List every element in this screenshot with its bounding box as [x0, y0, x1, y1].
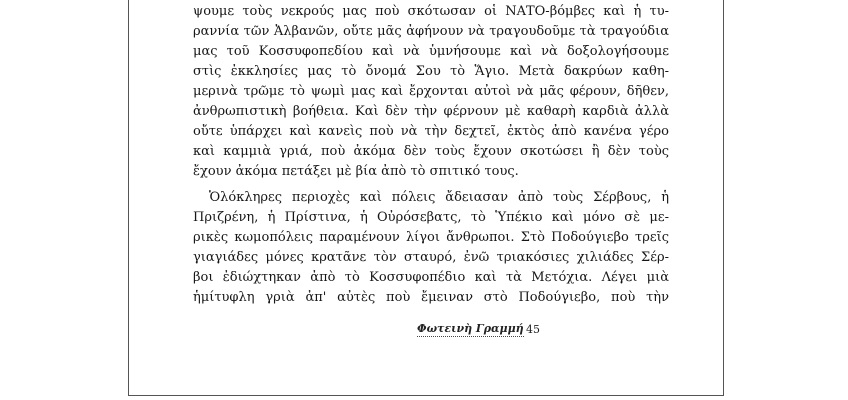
- text-line: ψουμε τοὺς νεκρούς μας ποὺ σκότωσαν οἱ ΝΑΤΟ-βόμβες καὶ ἡ τυ-: [193, 4, 669, 19]
- text-line: στὶς ἐκκλησίες μας τὸ ὄνομά Σου τὸ Ἅγιο. Μετὰ δακρύων καθη-: [193, 64, 669, 79]
- text-line: ἡμίτυφλη γριὰ ἀπ' αὐτὲς ποὺ ἔμειναν στὸ Ποδούγιεβο, ποὺ τὴν: [193, 290, 669, 305]
- text-line: ἀνθρωπιστικὴ βοήθεια. Καὶ δὲν τὴν φέρνουν μὲ καθαρὴ καρδιὰ ἀλλὰ: [193, 104, 669, 119]
- text-line: Ὁλόκληρες περιοχὲς καὶ πόλεις ἄδειασαν ἀπὸ τοὺς Σέρβους, ἡ: [209, 190, 669, 205]
- text-line: μερινὰ τρῶμε τὸ ψωμὶ μας καὶ ἔρχονται αὐτοὶ νὰ μᾶς φέρουν, δῆθεν,: [193, 84, 669, 99]
- running-footer: [417, 322, 524, 337]
- text-line: οὔτε ὑπάρχει καὶ κανεὶς ποὺ νὰ τὴν δεχτεῖ, ἐκτὸς ἀπὸ κανένα γέρο: [193, 124, 669, 139]
- footer-title: Φωτεινὴ Γραμμή: [417, 322, 524, 335]
- text-line: ρικὲς κωμοπόλεις παραμένουν λίγοι ἄνθρωποι. Στὸ Ποδούγιεβο τρεῖς: [193, 230, 669, 245]
- body-text: [193, 2, 669, 308]
- text-line: μας τοῦ Κοσσυφοπεδίου καὶ νὰ ὑμνήσουμε καὶ νὰ δοξολογήσουμε: [193, 44, 669, 59]
- text-line: ραννία τῶν Ἀλβανῶν, οὔτε μᾶς ἀφήνουν νὰ τραγουδοῦμε τὰ τραγούδια: [193, 24, 669, 39]
- text-line: ἔχουν ἀκόμα πετάξει μὲ βία ἀπὸ τὸ σπιτικό τους.: [193, 164, 519, 179]
- text-line: καὶ καμμιὰ γριά, ποὺ ἀκόμα δὲν τοὺς ἔχουν σκοτώσει ἢ δὲν τοὺς: [193, 144, 669, 159]
- text-line: βοι ἐδιώχτηκαν ἀπὸ τὸ Κοσσυφοπέδιο καὶ τὰ Μετόχια. Λέγει μιὰ: [193, 270, 669, 285]
- document-page: [128, 0, 724, 396]
- text-line: Πριζρένη, ἡ Πρίστινα, ἡ Οὐρόσεβατς, τὸ Ὑπέκιο καὶ μόνο σὲ με-: [193, 210, 669, 225]
- page-number: 45: [526, 323, 540, 336]
- text-line: γιαγιάδες μόνες κρατᾶνε τὸν σταυρό, ἐνῶ τριακόσιες χιλιάδες Σέρ-: [193, 250, 669, 265]
